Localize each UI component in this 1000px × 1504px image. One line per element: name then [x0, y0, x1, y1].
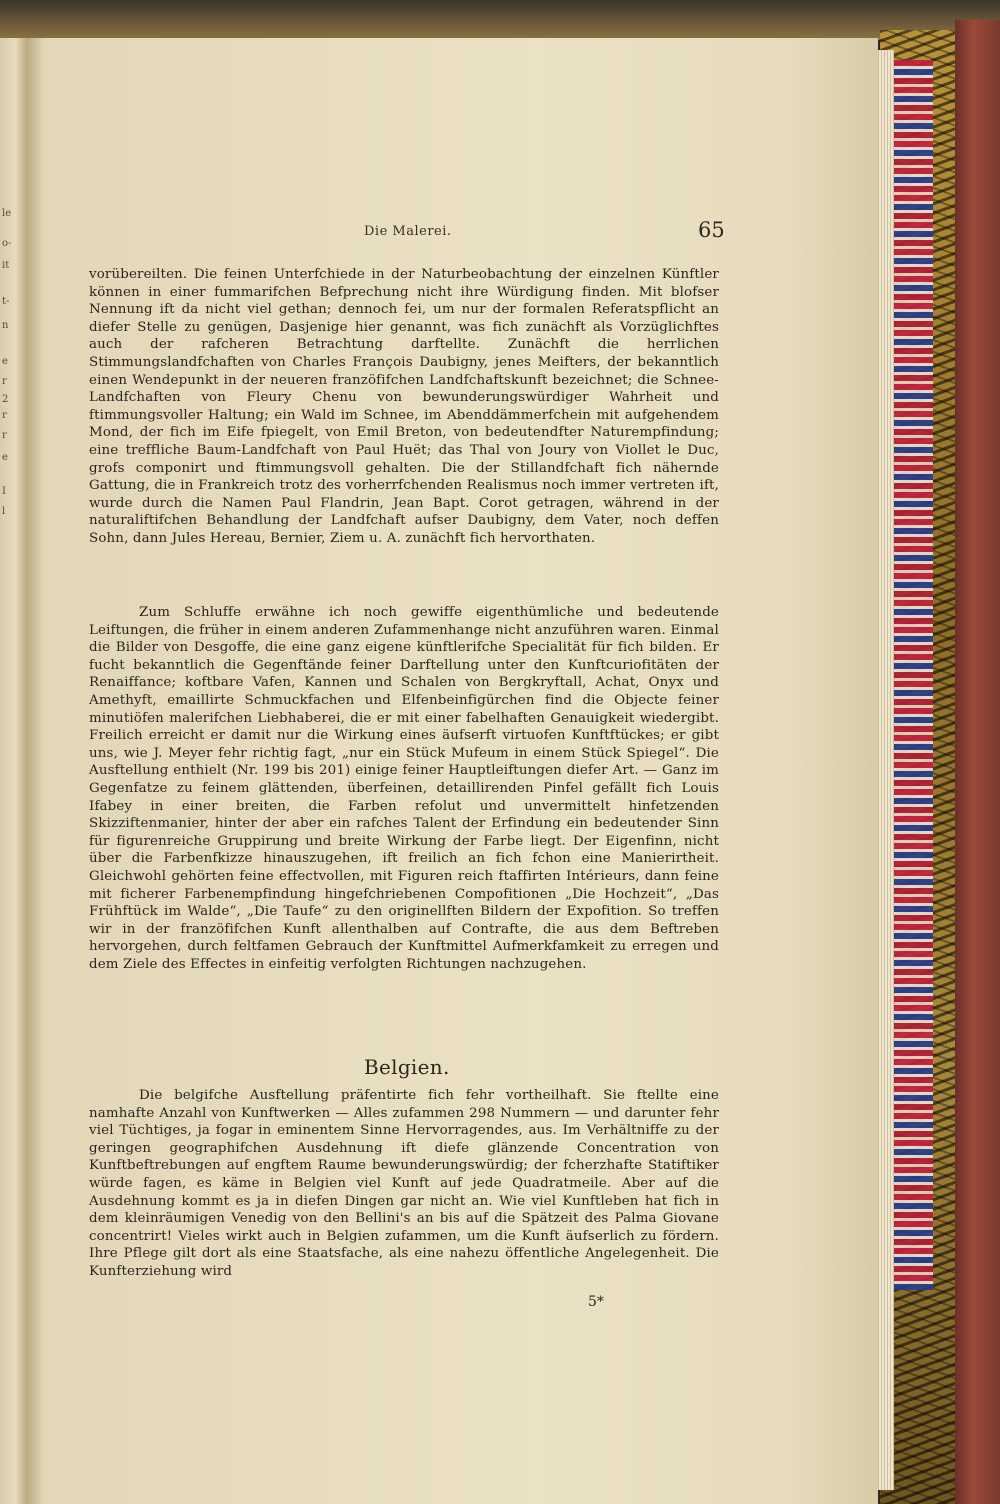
left-page-fragment: l	[2, 506, 6, 517]
left-page-fragment: t-	[2, 296, 10, 307]
page-header	[26, 218, 878, 254]
left-page-edge	[0, 38, 26, 1504]
book-top-edge	[0, 0, 1000, 40]
section-heading: Belgien.	[364, 1055, 450, 1079]
text-block-bottom	[89, 1087, 719, 1281]
left-page-fragment: e	[2, 356, 8, 367]
text-block-middle	[89, 604, 719, 973]
signature-mark: 5*	[588, 1294, 604, 1310]
left-page-fragment: it	[2, 260, 10, 271]
marbled-page-edge	[893, 60, 933, 1290]
left-page-fragment: e	[2, 452, 8, 463]
left-page-fragment: I	[2, 486, 6, 497]
paragraph: Zum Schluffe erwähne ich noch gewiffe eigenthümliche und bedeutende Leiftungen, die früher in einem anderen Zufammenhange nicht anzuführen waren. Einmal die Bilder von Desgoffe, die eine ganz eigene künftlerifche Specialität für fich bilden. Er fucht bekanntlich die Gegenftände feiner Darftellung unter den Kunftcuriofitäten der Renaiffance; koftbare Vafen, Kannen und Schalen von Bergkryftall, Achat, Onyx und Amethyft, emaillirte Schmuckfachen und Elfenbeinfigürchen find die Objecte feiner minutiöfen malerifchen Liebhaberei, die er mit einer fabelhaften Genauigkeit wiedergibt. Freilich erreicht er damit nur die Wirkung eines äufserft virtuofen Kunftftückes; er gibt uns, wie J. Meyer fehr richtig fagt, „nur ein Stück Mufeum in einem Stück Spiegel“. Die Ausftellung enthielt (Nr. 199 bis 201) einige feiner Hauptleiftungen diefer Art. — Ganz im Gegenfatze zu feinem glättenden, überfeinen, detaillirenden Pinfel gefällt fich Louis Ifabey in einer breiten, die Farben refolut und unvermittelt hinfetzenden Skizziftenmanier, hinter der aber ein rafches Talent der Erfindung ein bedeutender Sinn für figurenreiche Gruppirung und breite Wirkung der Farbe liegt. Der Eigenfinn, nicht über die Farbenfkizze hinauszugehen, ift freilich an fich fchon eine Manierirtheit. Gleichwohl gehörten feine effectvollen, mit Figuren reich ftaffirten Intérieurs, dann feine mit ficherer Farbenempfindung hingefchriebenen Compofitionen „Die Hochzeit“, „Das Frühftück im Walde“, „Die Taufe“ zu den originellften Bildern der Expofition. So treffen wir in der franzöfifchen Kunft allenthalben auf Contrafte, die aus dem Beftreben hervorgehen, durch feltfamen Gebrauch der Kunftmittel Aufmerkfamkeit zu erregen und dem Ziele des Effectes in einfeitig verfolgten Richtungen nachzugehen.	[89, 605, 719, 972]
paragraph: vorübereilten. Die feinen Unterfchiede in der Naturbeobachtung der einzelnen Künftler können in einer fummarifchen Befprechung nicht ihre Würdigung finden. Mit blofser Nennung ift da nicht viel gethan; dennoch fei, um nur der formalen Referatspflicht an diefer Stelle zu genügen, Dasjenige hier genannt, was fich zunächft als Vorzüglichftes auch der rafcheren Betrachtung darftellte. Zunächft die herrlichen Stimmungslandfchaften von Charles François Daubigny, jenes Meifters, der bekanntlich einen Wendepunkt in der neueren franzöfifchen Landfchaftskunft bezeichnet; die Schnee-Landfchaften von Fleury Chenu von bewunderungswürdiger Wahrheit und ftimmungsvoller Haltung; ein Wald im Schnee, im Abenddämmerfchein mit aufgehendem Mond, der fich im Eife fpiegelt, von Emil Breton, von bedeutendfter Naturempfindung; eine treffliche Baum-Landfchaft von Paul Huët; das Thal von Joury von Viollet le Duc, grofs componirt und ftimmungsvoll gehalten. Die der Stillandfchaft fich nähernde Gattung, die in Frankreich trotz des vorherrfchenden Realismus noch immer vertreten ift, wurde durch die Namen Paul Flandrin, Jean Bapt. Corot getragen, während in der naturaliftifchen Behandlung der Landfchaft aufser Daubigny, dem Vater, noch deffen Sohn, dann Jules Hereau, Bernier, Ziem u. A. zunächft fich hervorthaten.	[89, 267, 719, 546]
book-page	[26, 38, 878, 1504]
left-page-fragment: r	[2, 430, 7, 441]
left-page-fragment: r	[2, 376, 7, 387]
left-page-fragment: 2	[2, 394, 9, 405]
left-page-fragment: r	[2, 410, 7, 421]
page-number: 65	[698, 218, 725, 242]
book-cover-edge	[955, 20, 1000, 1504]
paragraph: Die belgifche Ausftellung präfentirte fich fehr vortheilhaft. Sie ftellte eine namhafte Anzahl von Kunftwerken — Alles zufammen 298 Nummern — und darunter fehr viel Tüchtiges, ja fogar in eminentem Sinne Hervorragendes, aus. Im Verhältniffe zu der geringen geographifchen Ausdehnung ift diefe glänzende Concentration von Kunftbeftrebungen auf engftem Raume bewunderungswürdig; der fcherzhafte Statiftiker würde fagen, es käme in Belgien viel Kunft auf jede Quadratmeile. Aber auf die Ausdehnung kommt es ja in diefen Dingen gar nicht an. Wie viel Kunftleben hat fich in dem kleinräumigen Venedig von den Bellini's an bis auf die Spätzeit des Palma Giovane concentrirt! Vieles wirkt auch in Belgien zufammen, um die Kunft äufserlich zu fördern. Ihre Pflege gilt dort als eine Staatsfache, als eine nahezu öffentliche Angelegenheit. Die Kunfterziehung wird	[89, 1088, 719, 1279]
left-page-fragment: n	[2, 320, 9, 331]
left-page-fragment: le	[2, 208, 12, 219]
running-head: Die Malerei.	[364, 224, 452, 239]
text-block-top	[89, 266, 719, 548]
left-page-fragment: o-	[2, 238, 12, 249]
